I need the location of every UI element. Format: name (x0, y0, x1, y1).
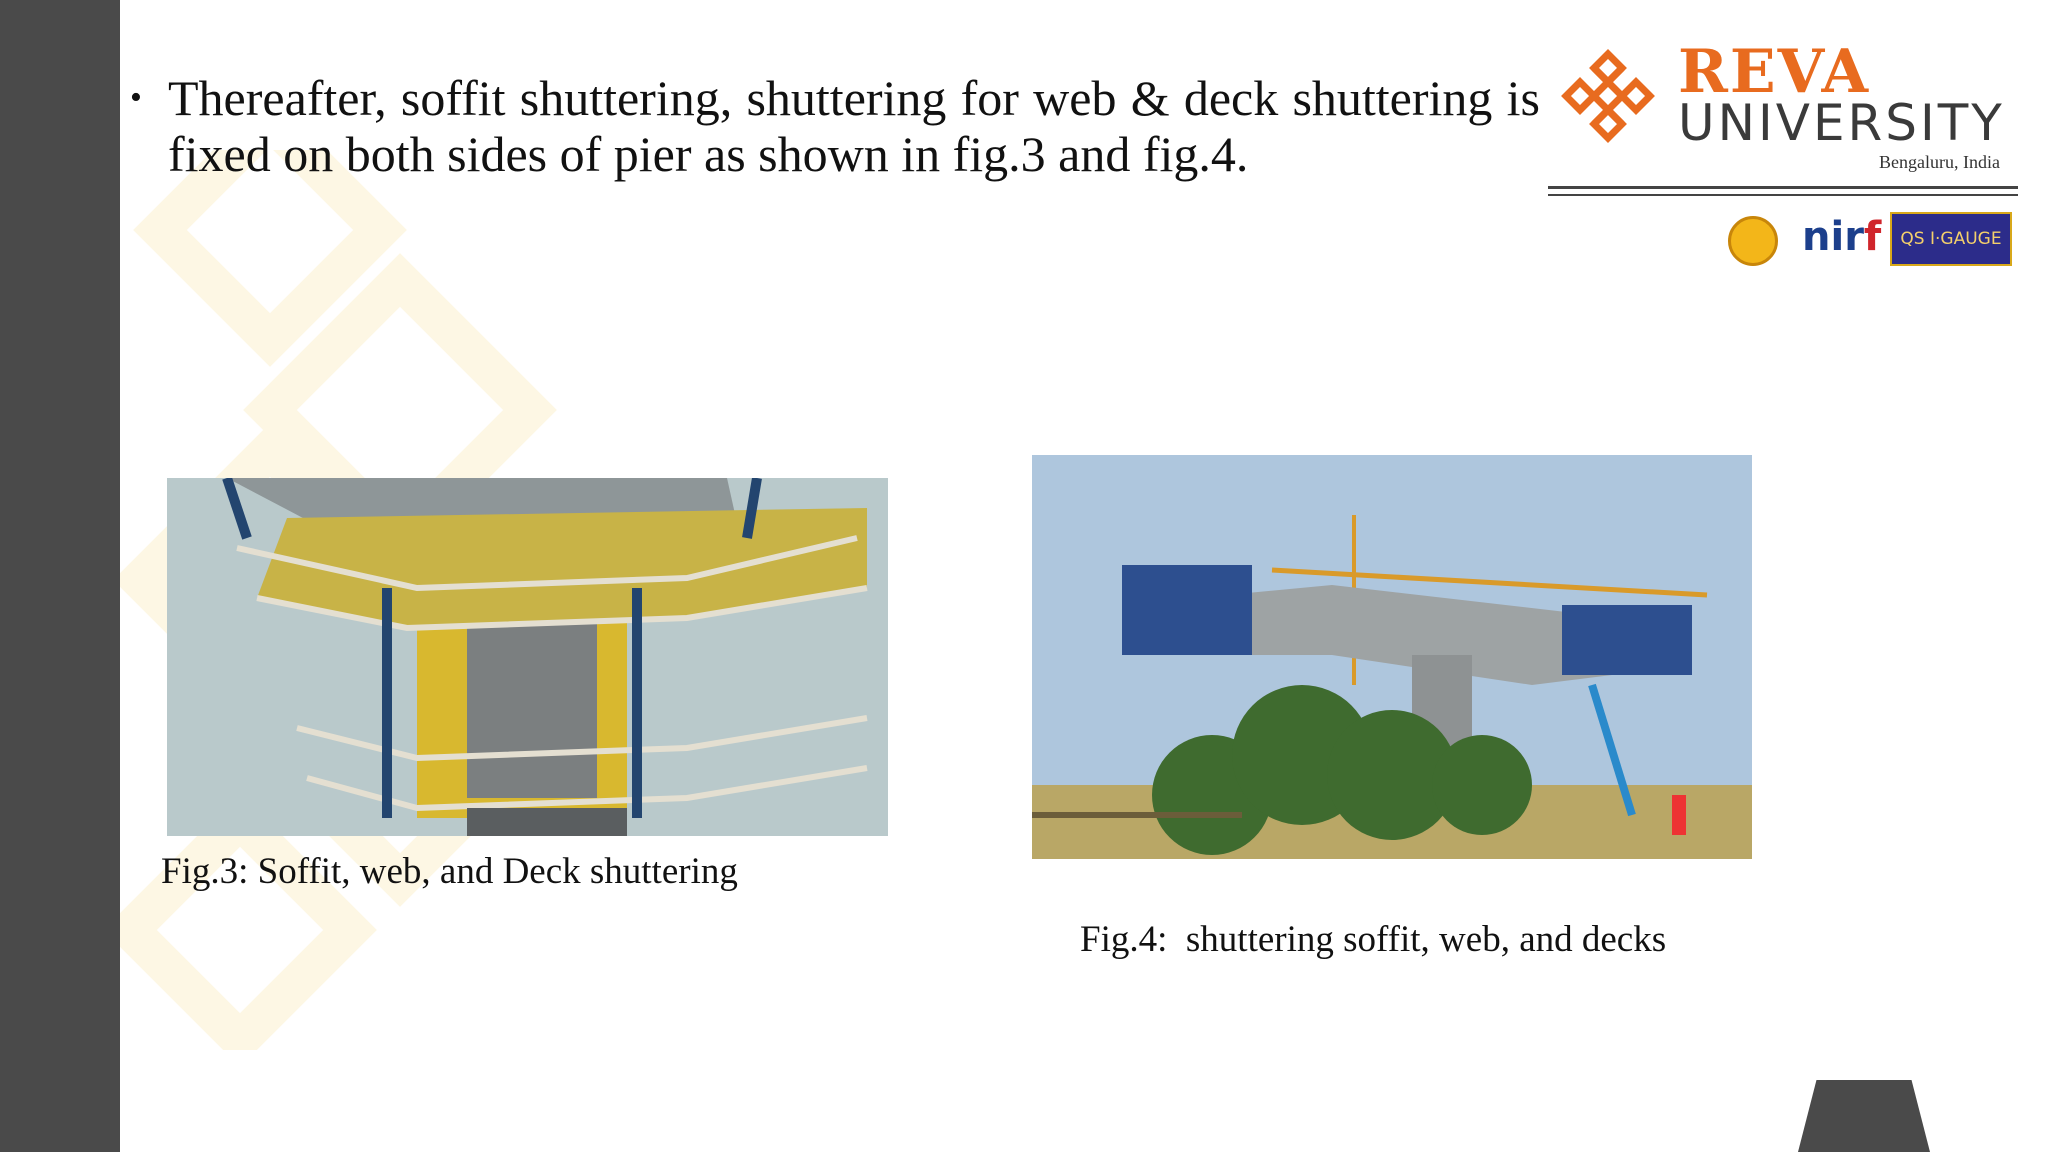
logo-location: Bengaluru, India (1879, 152, 2000, 172)
qs-igauge-badge: QS I·GAUGE (1890, 212, 2012, 266)
logo-title: REVA (1678, 37, 1871, 107)
university-logo (1548, 37, 2018, 280)
nirf-text-accent: f (1863, 214, 1882, 260)
logo-subtitle: UNIVERSITY (1678, 94, 2005, 152)
figure-3-image (167, 478, 888, 836)
bullet-text: Thereafter, soffit shuttering, shuttering for web & deck shuttering is fixed on both sides of pier as shown in fig.3 and fig.4. (168, 70, 1540, 182)
bullet-point (130, 70, 1540, 182)
aicte-badge-icon (1728, 216, 1778, 266)
figure-4-photo (1032, 455, 1752, 859)
shuttering-rendering-illustration (167, 478, 888, 836)
nirf-text-main: nir (1802, 214, 1864, 260)
figure-4-caption: Fig.4: shuttering soffit, web, and decks (1080, 919, 1667, 960)
logo-divider-secondary (1548, 194, 2018, 196)
reva-emblem-icon (1558, 46, 1658, 146)
logo-divider (1548, 186, 2018, 189)
bullet-symbol: • (130, 79, 142, 116)
figure-3-caption: Fig.3: Soffit, web, and Deck shuttering (161, 851, 738, 892)
nirf-badge (1802, 212, 1881, 262)
bridge-construction-photo-illustration (1032, 455, 1752, 859)
left-sidebar-bar (0, 0, 120, 1152)
corner-decoration (1798, 1080, 1930, 1152)
